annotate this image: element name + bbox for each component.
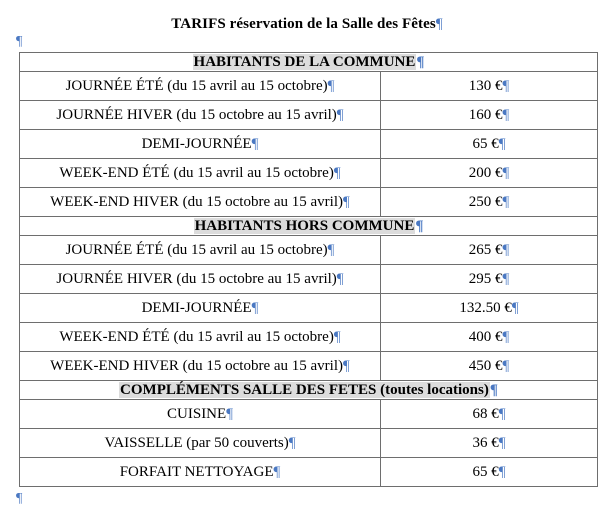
row-price-cell [381, 159, 598, 188]
pilcrow-mark: ¶ [327, 241, 335, 258]
row-price: 400 € [468, 328, 503, 345]
row-label-cell [20, 101, 381, 130]
pilcrow-mark: ¶ [333, 328, 341, 345]
row-label-cell [20, 130, 381, 159]
row-label-cell [20, 294, 381, 323]
title-text: TARIFS réservation de la Salle des Fêtes [171, 16, 436, 32]
section-heading [20, 217, 598, 236]
pilcrow-mark: ¶ [273, 463, 281, 480]
row-label: WEEK-END HIVER (du 15 octobre au 15 avril) [50, 193, 344, 210]
row-price: 68 € [472, 405, 499, 422]
row-price: 160 € [468, 106, 503, 123]
pilcrow-mark: ¶ [498, 434, 506, 451]
table-row [20, 323, 598, 352]
row-price: 295 € [468, 270, 503, 287]
table-row [20, 236, 598, 265]
pilcrow-mark: ¶ [502, 164, 510, 181]
row-price: 132.50 € [459, 299, 512, 316]
section-header-row [20, 217, 598, 236]
row-label: JOURNÉE ÉTÉ (du 15 avril au 15 octobre) [65, 77, 328, 94]
row-price-cell [381, 188, 598, 217]
row-price-cell [381, 265, 598, 294]
row-price: 265 € [468, 241, 503, 258]
pilcrow-mark: ¶ [336, 106, 344, 123]
row-label: JOURNÉE ÉTÉ (du 15 avril au 15 octobre) [65, 241, 328, 258]
row-label-cell [20, 72, 381, 101]
row-label: FORFAIT NETTOYAGE [119, 463, 274, 480]
row-label: DEMI-JOURNÉE [141, 299, 252, 316]
table-row [20, 72, 598, 101]
table-row [20, 352, 598, 381]
pilcrow-mark: ¶ [502, 241, 510, 258]
row-label: WEEK-END ÉTÉ (du 15 avril au 15 octobre) [59, 328, 334, 345]
pilcrow-mark: ¶ [489, 381, 498, 398]
row-price: 65 € [472, 135, 499, 152]
row-price-cell [381, 323, 598, 352]
row-price-cell [381, 352, 598, 381]
pilcrow-mark: ¶ [502, 193, 510, 210]
pilcrow-mark: ¶ [502, 270, 510, 287]
table-row [20, 188, 598, 217]
row-price: 200 € [468, 164, 503, 181]
section-heading [20, 381, 598, 400]
pilcrow-mark: ¶ [333, 164, 341, 181]
table-row [20, 458, 598, 487]
row-price: 36 € [472, 434, 499, 451]
row-label: JOURNÉE HIVER (du 15 octobre au 15 avril) [56, 106, 337, 123]
row-label: WEEK-END HIVER (du 15 octobre au 15 avril) [50, 357, 344, 374]
row-label-cell [20, 400, 381, 429]
pilcrow-mark: ¶ [502, 77, 510, 94]
section-heading [20, 53, 598, 72]
table-row [20, 130, 598, 159]
pilcrow-mark: ¶ [416, 53, 425, 70]
row-label-cell [20, 159, 381, 188]
row-label-cell [20, 323, 381, 352]
row-price-cell [381, 236, 598, 265]
row-price-cell [381, 72, 598, 101]
row-label: VAISSELLE (par 50 couverts) [104, 434, 289, 451]
pilcrow-mark: ¶ [502, 357, 510, 374]
row-label-cell [20, 352, 381, 381]
pilcrow-mark: ¶ [251, 135, 259, 152]
section-header-row [20, 53, 598, 72]
pilcrow-mark: ¶ [502, 328, 510, 345]
row-label-cell [20, 236, 381, 265]
pilcrow-mark: ¶ [16, 491, 23, 506]
pilcrow-mark: ¶ [511, 299, 519, 316]
row-price-cell [381, 400, 598, 429]
table-row [20, 294, 598, 323]
pilcrow-mark: ¶ [498, 463, 506, 480]
row-price-cell [381, 101, 598, 130]
pilcrow-mark: ¶ [343, 357, 350, 374]
pilcrow-mark: ¶ [226, 405, 233, 422]
pilcrow-mark: ¶ [343, 193, 350, 210]
pilcrow-mark: ¶ [336, 270, 344, 287]
row-price-cell [381, 294, 598, 323]
pilcrow-mark: ¶ [502, 106, 510, 123]
pilcrow-mark: ¶ [327, 77, 335, 94]
section-heading-text: HABITANTS DE LA COMMUNE [193, 53, 416, 70]
pilcrow-mark: ¶ [415, 217, 424, 234]
table-row [20, 101, 598, 130]
row-price-cell [381, 458, 598, 487]
pilcrow-mark: ¶ [288, 434, 296, 451]
section-header-row [20, 381, 598, 400]
row-price: 65 € [472, 463, 499, 480]
table-row [20, 159, 598, 188]
table-row [20, 265, 598, 294]
pilcrow-mark: ¶ [435, 16, 443, 32]
pilcrow-mark: ¶ [251, 299, 259, 316]
table-row [20, 400, 598, 429]
row-label-cell [20, 265, 381, 294]
section-heading-text: COMPLÉMENTS SALLE DES FETES (toutes locations) [120, 381, 489, 398]
row-label: CUISINE [167, 405, 227, 422]
pilcrow-mark: ¶ [498, 405, 506, 422]
row-price: 450 € [468, 357, 503, 374]
pilcrow-mark: ¶ [498, 135, 506, 152]
table-row [20, 429, 598, 458]
row-label-cell [20, 188, 381, 217]
row-label: WEEK-END ÉTÉ (du 15 avril au 15 octobre) [59, 164, 334, 181]
row-label-cell [20, 458, 381, 487]
row-price: 250 € [468, 193, 503, 210]
document-title [0, 16, 614, 33]
row-label: JOURNÉE HIVER (du 15 octobre au 15 avril) [56, 270, 337, 287]
row-price: 130 € [468, 77, 503, 94]
section-heading-text: HABITANTS HORS COMMUNE [194, 217, 415, 234]
row-price-cell [381, 130, 598, 159]
row-price-cell [381, 429, 598, 458]
tariff-table [19, 52, 598, 487]
pilcrow-mark: ¶ [16, 34, 23, 49]
row-label-cell [20, 429, 381, 458]
row-label: DEMI-JOURNÉE [141, 135, 252, 152]
